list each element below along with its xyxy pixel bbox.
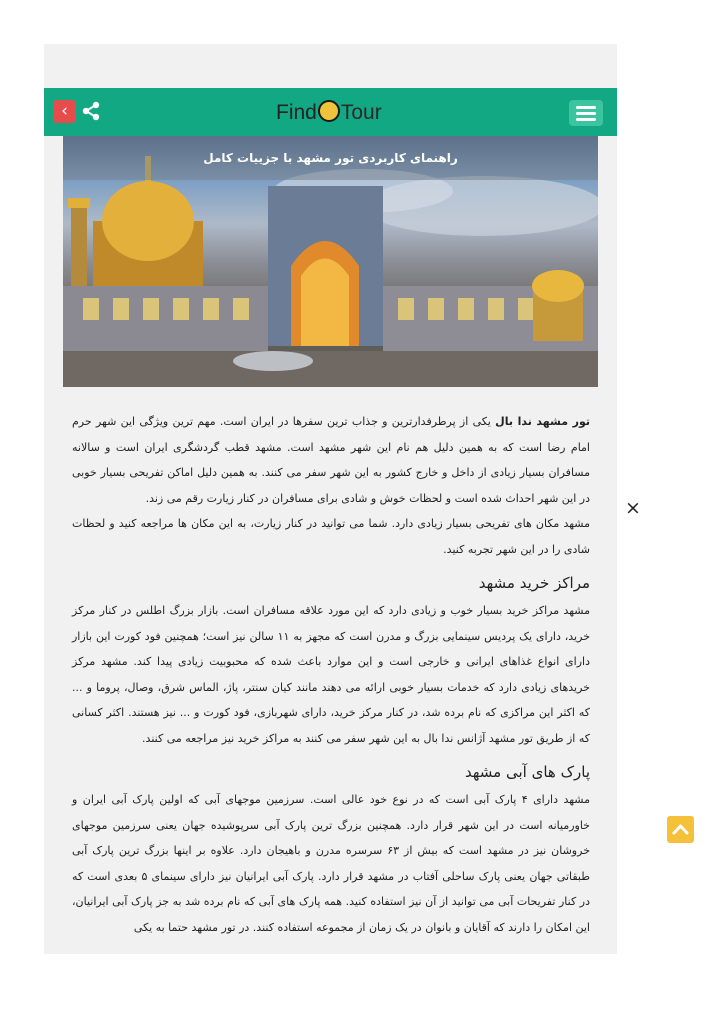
hero-caption: راهنمای کاربردی تور مشهد با جزییات کامل [63, 136, 598, 180]
back-button[interactable] [53, 100, 76, 123]
paragraph: مشهد مراکز خرید بسیار خوب و زیادی دارد که این مورد علاقه مسافران است. بازار بزرگ اطلس در کنار مرکز خرید، دارای یک پردیس سینمایی بزرگ و مدرن است که مجهز به ۱۱ سالن نیز است؛ همچنین فود کورت این بازار دارای انواع غذاهای ایرانی و خارجی است و این موارد باعث شده که محبوبیت زیادی پیدا کند. مشهد مرکز خریدهای زیادی دارد که خدمات بسیار خوبی ارائه می دهند مانند کیان سنتر، پاژ، الماس شرق، وصال، پروما و ... که اکثر این مراکزی که نام برده شد، در کنار مرکز خرید، دارای شهربازی، فود کورت و ... نیز هستند. اکثر کسانی که از طریق تور مشهد آژانس ندا بال به این شهر سفر می کنند به مراکز خرید نیز مراجعه می کنند. [72, 604, 590, 745]
intro-paragraph: تور مشهد ندا بال یکی از پرطرفدارترین و جذاب ترین سفرها در ایران است. مهم ترین ویژگی این شهر حرم امام رضا است که به همین دلیل هم نام این شهر مشهد است. مشهد قطب گردشگری ایران است و سالانه مسافران بسیار زیادی از داخل و خارج کشور به این شهر سفر می کنند. به همین دلیل اماکن تفریحی بسیار خوبی در این شهر احداث شده است و لحظات خوش و شادی برای مسافران در کنار زیارت رقم می زند. [72, 415, 591, 505]
site-header [44, 88, 617, 136]
menu-button[interactable] [569, 100, 603, 126]
paragraph: مشهد مکان های تفریحی بسیار زیادی دارد. شما می توانید در کنار زیارت، به این مکان ها مراجعه کنید و لحظات شادی را در این شهر تجربه کنید. [72, 517, 590, 556]
share-icon [81, 100, 101, 122]
scroll-top-button[interactable] [667, 816, 694, 843]
page-frame [44, 44, 617, 954]
logo-tour-text: Tour [340, 101, 382, 124]
tour-link[interactable]: تور مشهد ندا بال [495, 415, 591, 428]
section-heading-water-parks: پارک های آبی مشهد [465, 763, 590, 781]
search-icon [318, 100, 340, 122]
logo-find-text: Find [276, 101, 317, 124]
share-button[interactable] [81, 100, 101, 122]
section-heading-shopping: مراکز خرید مشهد [478, 574, 590, 592]
chevron-up-icon [667, 816, 694, 843]
findtour-logo[interactable] [276, 100, 382, 126]
hamburger-menu-icon [576, 106, 596, 109]
paragraph: مشهد دارای ۴ پارک آبی است که در نوع خود عالی است. سرزمین موجهای آبی که اولین پارک آبی ایران و خاورمیانه است در این شهر قرار دارد. همچنین بزرگ ترین پارک آبی سرپوشیده جهان یعنی سرزمین موجهای خروشان نیز در مشهد است که بیش از ۶۳ سرسره مدرن و باهیجان دارد. علاوه بر اینها بزرگ ترین پارک آبی طبقاتی جهان یعنی پارک ساحلی آفتاب در مشهد قرار دارد. پارک آبی ایرانیان نیز دارای سینمای ۵ بعدی است که در کنار تفریحات آبی می توانید از آن نیز استفاده کنید. همه پارک های آبی که نام برده شد به جز پارک آبی ایرانیان، این امکان را دارند که آقایان و بانوان در یک زمان از مجموعه استفاده کنند. در تور مشهد حتما به یکی [72, 793, 591, 934]
chevron-left-icon: ‹ [61, 101, 68, 121]
hero-image [63, 136, 598, 387]
article-body [72, 409, 590, 940]
close-icon[interactable]: × [625, 497, 641, 519]
